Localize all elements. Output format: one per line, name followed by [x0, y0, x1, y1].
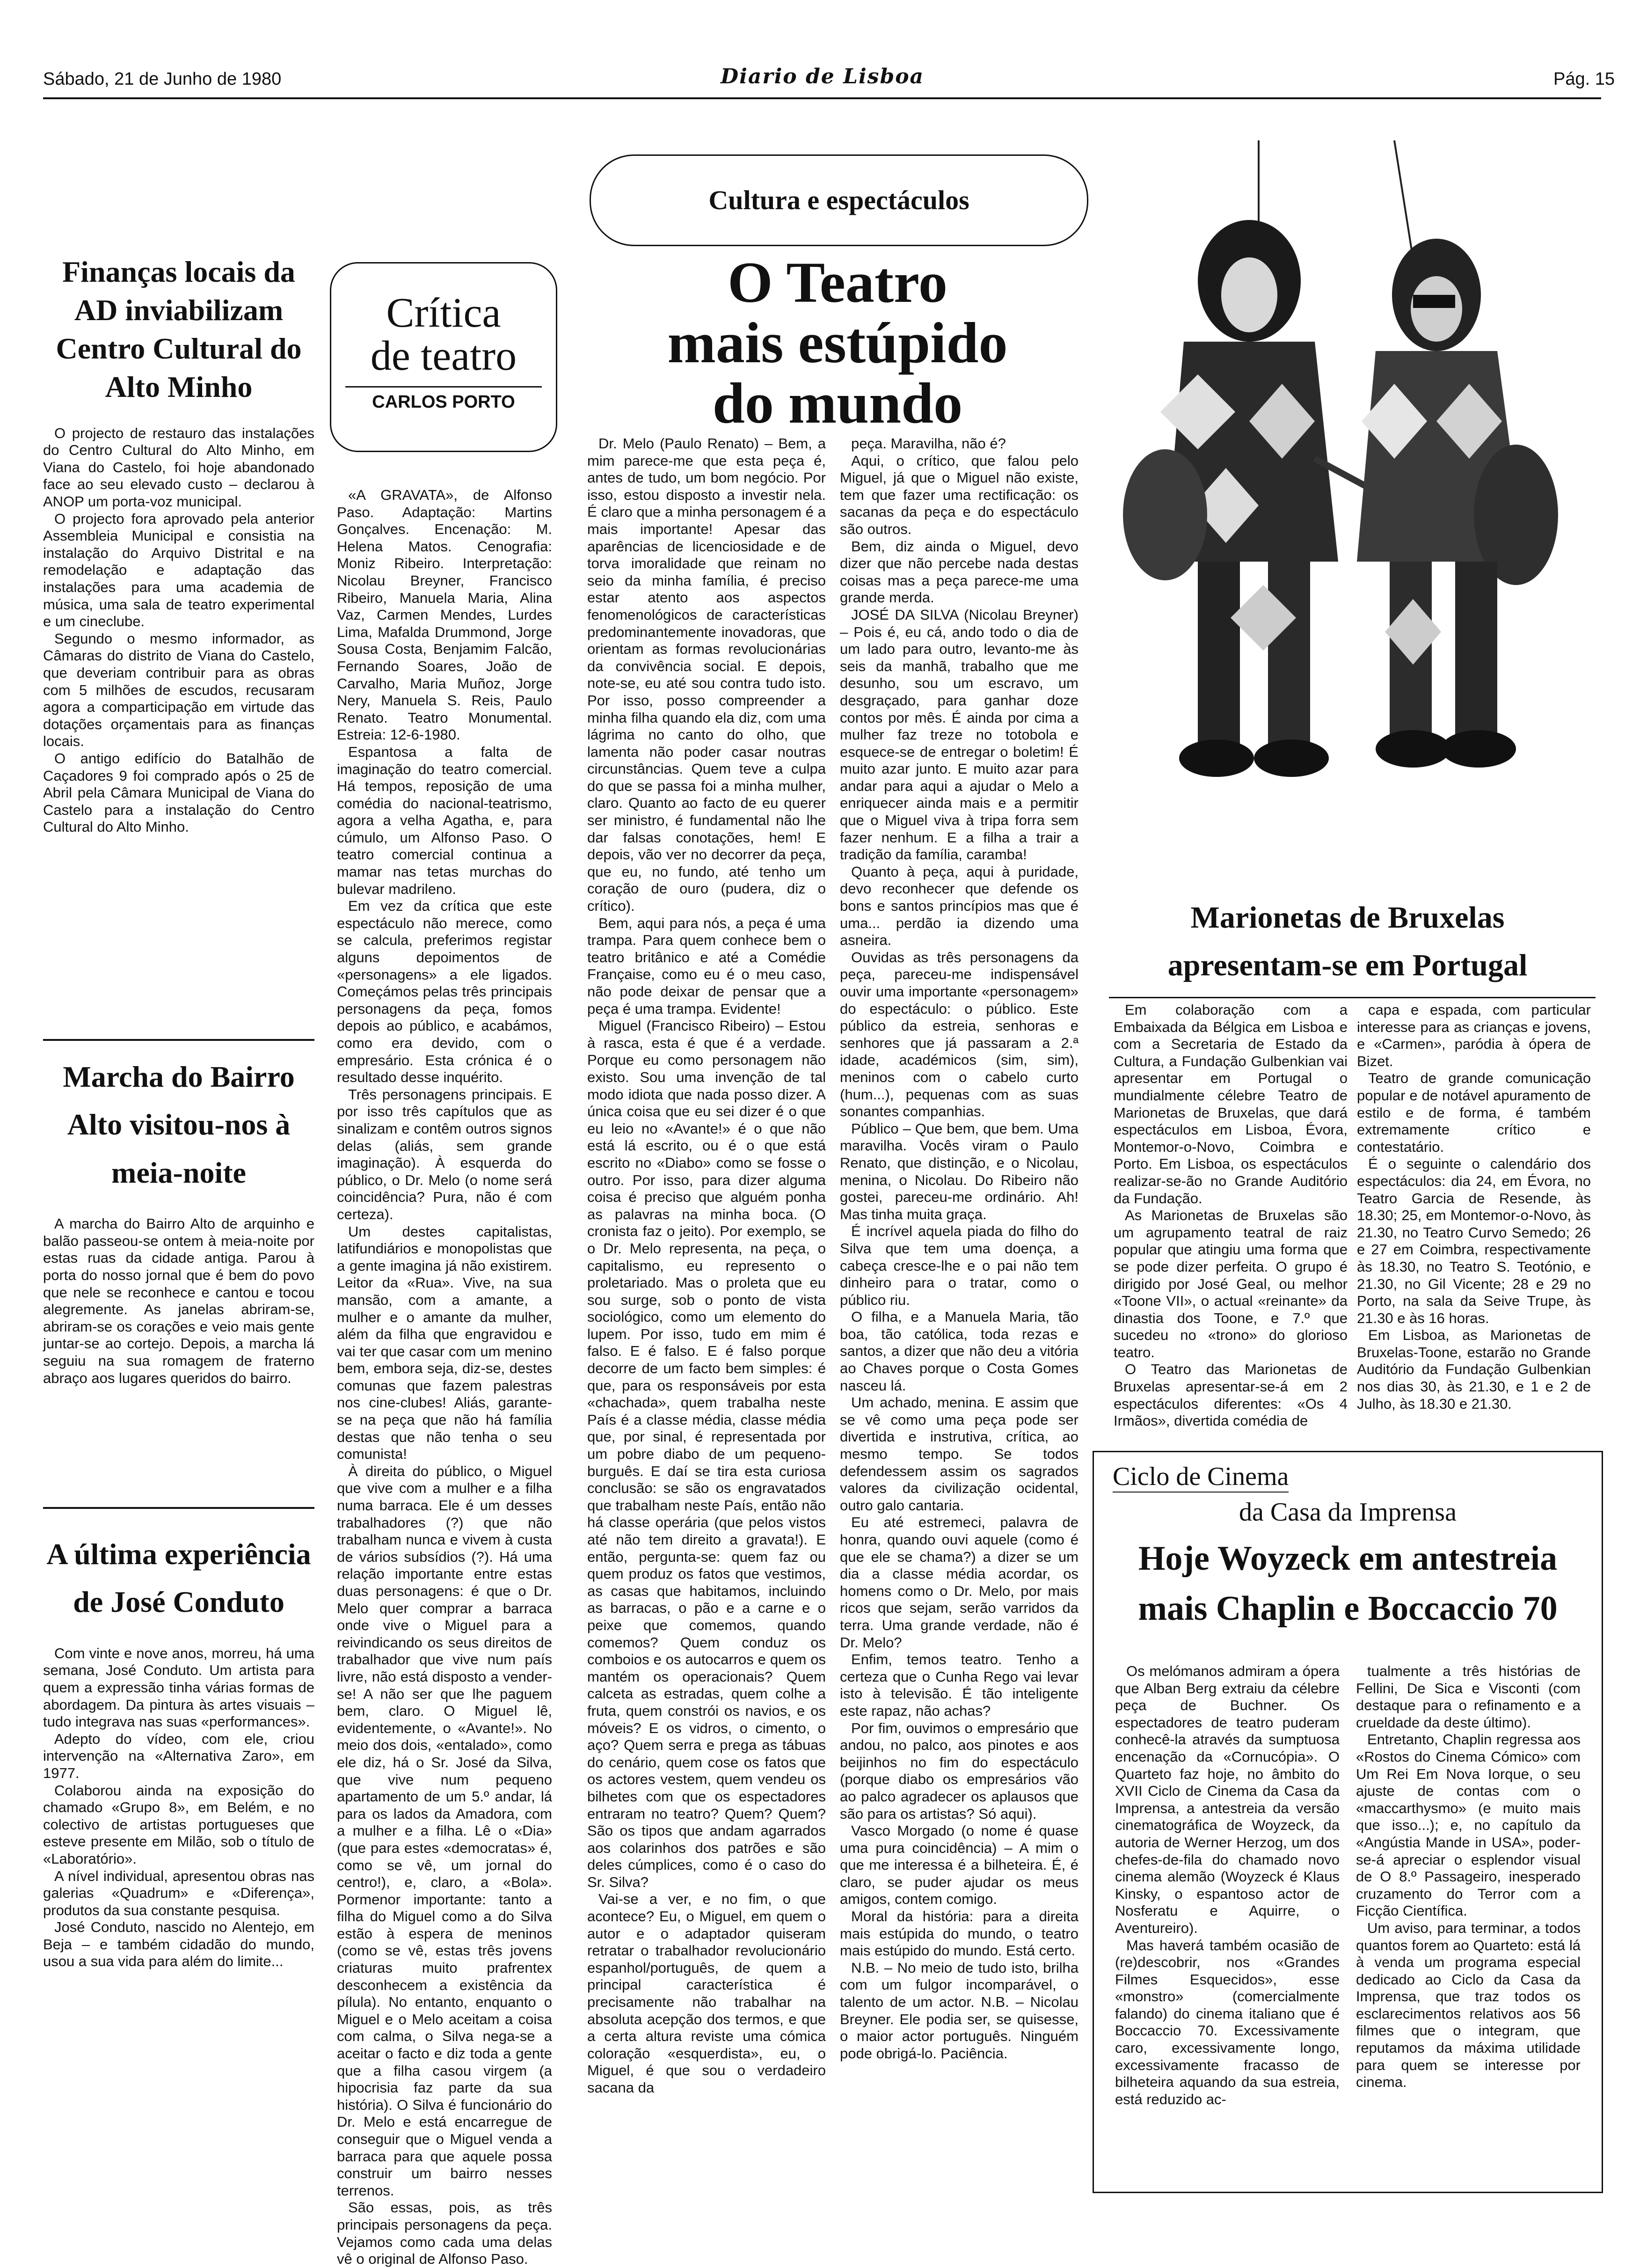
- critica-badge: [330, 262, 557, 452]
- main-headline: [571, 250, 1104, 435]
- headline-line: mais Chaplin e Boccaccio 70: [1138, 1589, 1558, 1628]
- paragraph: Colaborou ainda na exposição do chamado «Grupo 8», em Belém, e no colectivo de artistas portugueses que esteve presente em Milão, sob o título de «Laboratório».: [43, 1782, 314, 1867]
- divider: [43, 1039, 314, 1041]
- paragraph: Ouvidas as três personagens da peça, pareceu-me indispensável ouvir uma importante «personagem» do espectáculo: o público. Este público da estreia, senhoras e senhores que já passaram a 2.ª idade, académicos (sim, sim), meninos com o cabelo curto (hum...), pequenas com as suas sonantes companhias.: [840, 949, 1079, 1120]
- page-number: Pág. 15: [1553, 69, 1615, 89]
- paragraph: Um aviso, para terminar, a todos quantos forem ao Quarteto: está lá à venda um programa especial dedicado ao Ciclo da Casa da Imprensa, que traz todos os esclarecimentos relativos aos 56 filmes que o integram, que reputamos da máxima utilidade para quem se interesse por cinema.: [1356, 1919, 1581, 2091]
- paragraph: Dr. Melo (Paulo Renato) – Bem, a mim parece-me que esta peça é, antes de tudo, um bom negócio. Por isso, estou disposto a investir nela. É claro que a minha personagem é a mais importante! Apesar das aparências de licenciosidade e de torva imoralidade que reinam no seio da minha família, é preciso estar atento aos aspectos fenomenológicos de características predominantemente inovadoras, que orientam as formas revolucionárias da convivência social. E depois, note-se, eu até sou contra tudo isto. Por isso, posso compreender a minha filha quando ela diz, com uma lágrima no canto do olho, que lamenta não poder casar noutras circunstâncias. Quem teve a culpa do que se passa foi a minha mulher, claro. Quanto ao facto de eu querer ser ministro, é fundamental não lhe dar falsas conotações, hem! E depois, vão ver no decorrer da peça, que eu, no fundo, até tenho um coração de ouro (pudera, diz o crítico).: [587, 435, 826, 915]
- article-financas: [43, 253, 314, 836]
- paragraph: A marcha do Bairro Alto de arquinho e balão passeou-se ontem à meia-noite por estas ruas da cidade antiga. Parou à porta do nosso jornal que é bem do povo que nele se reconhece e cantou e tocou alegremente. As janelas abriram-se, abriram-se os corações e veio mais gente juntar-se ao cortejo. Depois, a marcha lá seguiu na sua romagem de fraterno abraço aos lugares queridos do bairro.: [43, 1215, 314, 1386]
- section-title: Cultura e espectáculos: [708, 185, 969, 215]
- paragraph: JOSÉ DA SILVA (Nicolau Breyner) – Pois é, eu cá, ando todo o dia de um lado para outro, levanto-me às seis da manhã, trabalho que me desunho, sou um escravo, um desgraçado, para ganhar doze contos por mês. É ainda por cima a mulher faz treze no totobola e esquece-se de entregar o boletim! É muito azar junto. E muito azar para andar para aqui a ajudar o Melo a enriquecer ainda mais e a permitir que o Miguel viva à tripa forra sem fazer nenhum. E a filha a trair a tradição da família, caramba!: [840, 606, 1079, 863]
- marionetas-col-b: [1357, 1002, 1591, 1412]
- issue-date: Sábado, 21 de Junho de 1980: [43, 69, 282, 89]
- paragraph: Em vez da crítica que este espectáculo não merece, como se calcula, preferimos registar alguns depoimentos de «personagens» a ele ligados. Começámos pelas três principais personagens da peça, fomos depois ao público, e acabámos, como era devido, com o empresário. Esta crónica é o resultado desse inquérito.: [337, 898, 552, 1086]
- cinema-col-b: [1356, 1663, 1581, 2091]
- paragraph: O antigo edifício do Batalhão de Caçadores 9 foi comprado após o 25 de Abril pela Câmara Municipal de Viana do Castelo para a instalação do Centro Cultural do Alto Minho.: [43, 750, 314, 835]
- section-banner: [590, 154, 1088, 246]
- paragraph: Teatro de grande comunicação popular e de notável apuramento de estilo e de forma, é também extremamente crítico e contestatário.: [1357, 1070, 1591, 1155]
- paragraph: Vai-se a ver, e no fim, o que acontece? Eu, o Miguel, em quem o autor e o adaptador quiseram retratar o trabalhador revolucionário espanhol/português, de quem a principal característica é precisamente não trabalhar na absoluta acepção dos termos, e que a certa altura reviste uma cómica coloração «esquerdista», eu, o Miguel, é que sou o verdadeiro sacana da: [587, 1891, 826, 2096]
- paragraph: É incrível aquela piada do filho do Silva que tem uma doença, a cabeça cresce-lhe e o pai não tem dinheiro para o tratar, como o público riu.: [840, 1223, 1079, 1308]
- paragraph: São essas, pois, as três principais personagens da peça. Vejamos como cada uma delas vê o original de Alfonso Paso.: [337, 2199, 552, 2268]
- paragraph: N.B. – No meio de tudo isto, brilha com um fulgor incomparável, o talento de um actor. N.B. – Nicolau Breyner. Ele podia ser, se quisesse, o maior actor português. Ninguém pode obrigá-lo. Paciência.: [840, 1959, 1079, 2062]
- paragraph: Espantosa a falta de imaginação do teatro comercial. Há tempos, reposição de uma comédia do nacional-teatrismo, agora a velha Agatha, e, para cúmulo, um Alfonso Paso. O teatro comercial continua a mamar nas tetas murchas do bulevar madrileno.: [337, 743, 552, 897]
- paragraph: Eu até estremeci, palavra de honra, quando ouvi aquele (como é que ele se chama?) a dizer se um dia a classe média acordar, os homens como o Dr. Melo, por mais ricos que sejam, serão varridos da terra. Uma grande verdade, não é Dr. Melo?: [840, 1514, 1079, 1651]
- paragraph: Segundo o mesmo informador, as Câmaras do distrito de Viana do Castelo, que deveriam contribuir para as obras com 5 milhões de escudos, recusaram agora a comparticipação em virtude das dotações orçamentais para as finanças locais.: [43, 630, 314, 750]
- paragraph: Em Lisboa, as Marionetas de Bruxelas-Toone, estarão no Grande Auditório da Fundação Gulbenkian nos dias 30, às 21.30, e 1 e 2 de Julho, às 18.30 e 21.30.: [1357, 1327, 1591, 1412]
- paragraph: Vasco Morgado (o nome é quase uma pura coincidência) – A mim o que me interessa é a bilheteira. É, é claro, se puder ajudar os meus amigos, contem comigo.: [840, 1822, 1079, 1908]
- paragraph: Entretanto, Chaplin regressa aos «Rostos do Cinema Cómico» com Um Rei Em Nova Iorque, o seu ajuste de contas com o «maccarthysmo» (e muito mais que isso...); e, no capítulo da «Angústia Mande in USA», poder-se-á apreciar o esplendor visual de O 8.º Passageiro, inesperado cruzamento do Terror com a Ficção Científica.: [1356, 1731, 1581, 1919]
- critica-label: Crítica: [386, 290, 501, 336]
- paragraph: Em colaboração com a Embaixada da Bélgica em Lisboa e com a Secretaria de Estado da Cultura, a Fundação Gulbenkian vai apresentar em Portugal o mundialmente célebre Teatro de Marionetas de Bruxelas, que dará espectáculos em Lisboa, Évora, Montemor-o-Novo, Coimbra e Porto. Em Lisboa, os espectáculos realizar-se-ão no Grande Auditório da Fundação.: [1114, 1002, 1348, 1207]
- paragraph: À direita do público, o Miguel que vive com a mulher e a filha numa barraca. Ele é um desses trabalhadores (?) que não trabalham nunca e vivem à custa de vários subsídios (?). Há uma relação importante entre estas duas personagens: é que o Dr. Melo quer comprar a barraca onde vive o Miguel para a reivindicando os seus direitos de trabalhador que vive num país livre, não está disposto a vender-se! A não ser que lhe paguem bem, claro. O Miguel lê, evidentemente, o «Avante!». No meio dos dois, «entalado», como ele diz, há o Sr. José da Silva, que vive num pequeno apartamento de um 5.º andar, lá para os lados da Amadora, com a mulher e a filha. Lê o «Dia» (que para estes «democratas» é, como se vê, um jornal do centro!), e, claro, a «Bola». Pormenor importante: tanto a filha do Miguel como a do Silva estão à espera de meninos (como se vê, estas três jovens criaturas muito prafrentex desconhecem a existência da pílula). No entanto, enquanto o Miguel e o Melo aceitam a coisa com calma, o Silva nega-se a aceitar o facto e diz toda a gente que a filha casou virgem (a hipocrisia faz parte da sua história). O Silva é funcionário do Dr. Melo e está encarregue de conseguir que o Miguel venda a barraca para que aquele possa construir um bairro nesses terrenos.: [337, 1463, 552, 2199]
- column-4: [840, 435, 1079, 2062]
- cinema-kicker: Ciclo de Cinema: [1113, 1462, 1289, 1492]
- paragraph: O projecto fora aprovado pela anterior Assembleia Municipal e consistia na instalação do Arquivo Distrital e na remodelação e adaptação das instalações para uma academia de música, uma sala de teatro experimental e um cineclube.: [43, 510, 314, 630]
- paragraph: A nível individual, apresentou obras nas galerias «Quadrum» e «Diferença», produtos da sua constante pesquisa.: [43, 1867, 314, 1918]
- critica-author: CARLOS PORTO: [372, 392, 515, 412]
- marionettes-photo: [1095, 140, 1600, 889]
- paragraph: tualmente a três histórias de Fellini, De Sica e Visconti (com destaque para o refinamento e a crueldade da deste último).: [1356, 1663, 1581, 1731]
- paragraph: «A GRAVATA», de Alfonso Paso. Adaptação: Martins Gonçalves. Encenação: M. Helena Matos. Cenografia: Moniz Ribeiro. Interpretação: Nicolau Breyner, Francisco Ribeiro, Manuela Maria, Alina Vaz, Carmen Mendes, Lurdes Lima, Mafalda Drummond, Jorge Sousa Costa, Benjamim Falcão, Fernando Soares, João de Carvalho, Maria Muñoz, Jorge Nery, Manuela S. Reis, Paulo Renato. Teatro Monumental. Estreia: 12-6-1980.: [337, 487, 552, 743]
- paragraph: É o seguinte o calendário dos espectáculos: dia 24, em Évora, no Teatro Garcia de Resende, às 18.30; 25, em Montemor-o-Novo, às 21.30, no Teatro Curvo Semedo; 26 e 27 em Coimbra, respectivamente às 18.30, no Teatro S. Teotónio, e 21.30, no Gil Vicente; 28 e 29 no Porto, na sala da Seive Trupe, às 21.30 e às 16 horas.: [1357, 1156, 1591, 1326]
- headline: Finanças locais da AD inviabilizam Centro Cultural do Alto Minho: [56, 255, 302, 403]
- article-marcha: [43, 1053, 314, 1387]
- divider: [43, 1507, 314, 1509]
- paragraph: Com vinte e nove anos, morreu, há uma semana, José Conduto. Um artista para quem a expressão tinha várias formas de abordagem. Da pintura às artes visuais – tudo integrava nas suas «performances».: [43, 1645, 314, 1730]
- divider: [1109, 997, 1596, 998]
- paragraph: Aqui, o crítico, que falou pelo Miguel, já que o Miguel não existe, tem que fazer uma rectificação: os sacanas da peça e do espectáculo são outros.: [840, 452, 1079, 537]
- cinema-col-a: [1115, 1663, 1340, 2108]
- paragraph: Quanto à peça, aqui à puridade, devo reconhecer que defende os bons e santos princípios mas que é uma... perdão ia dizendo uma asneira.: [840, 863, 1079, 949]
- marionetas-headline: [1095, 894, 1600, 990]
- article-body: [43, 1215, 314, 1387]
- paragraph: Adepto do vídeo, com ele, criou intervenção na «Alternativa Zaro», em 1977.: [43, 1730, 314, 1781]
- paragraph: Público – Que bem, que bem. Uma maravilha. Vocês viram o Paulo Renato, que distinção, e o Nicolau, menina, o Nicolau. Do Ribeiro não gostei, pareceu-me ordinário. Ah! Mas tinha muita graça.: [840, 1120, 1079, 1222]
- paragraph: Mas haverá também ocasião de (re)descobrir, nos «Grandes Filmes Esquecidos», esse «monstro» (comercialmente falando) do cinema italiano que é Boccaccio 70. Excessivamente caro, excessivamente longo, excessivamente fracasso de bilheteira aquando da sua estreia, está reduzido ac-: [1115, 1937, 1340, 2107]
- marionettes-image: [1095, 140, 1600, 889]
- article-conduto: [43, 1530, 314, 1970]
- paragraph: Bem, aqui para nós, a peça é uma trampa. Para quem conhece bem o teatro britânico e até a Comédie Française, como eu é o meu caso, não pode deixar de pensar que a peça é uma trampa. Evidente!: [587, 915, 826, 1017]
- paragraph: Três personagens principais. E por isso três capítulos que as sinalizam e contêm outros signos delas (aliás, sem grande imaginação). À esquerda do público, o Dr. Melo (o nome será coincidência? Pura, não é com certeza).: [337, 1086, 552, 1222]
- marionetas-col-a: [1114, 1002, 1348, 1430]
- paragraph: Um achado, menina. E assim que se vê como uma peça pode ser divertida e instrutiva, crítica, ao mesmo tempo. Se todos defendessem assim os sagrados valores da civilização ocidental, outro galo cantaria.: [840, 1394, 1079, 1514]
- cinema-kicker-2: da Casa da Imprensa: [1239, 1498, 1457, 1527]
- paragraph: capa e espada, com particular interesse para as crianças e jovens, e «Carmen», paródia à ópera de Bizet.: [1357, 1002, 1591, 1069]
- article-body: [43, 425, 314, 836]
- column-3: [587, 435, 826, 2097]
- cinema-box: [1093, 1451, 1603, 2193]
- article-body: [43, 1645, 314, 1970]
- paragraph: Enfim, temos teatro. Tenho a certeza que o Cunha Rego vai levar isto à televisão. É tão inteligente este rapaz, não achas?: [840, 1651, 1079, 1719]
- headline-line: do mundo: [712, 371, 963, 435]
- headline-line: Hoje Woyzeck em antestreia: [1138, 1539, 1558, 1578]
- masthead: Diario de Lisboa: [721, 65, 925, 88]
- paragraph: Miguel (Francisco Ribeiro) – Estou à rasca, esta é que é a verdade. Porque eu como personagem não existo. Sou uma invenção de tal modo idiota que nada posso dizer. A única coisa que eu sei dizer é o que eu leio no «Avante!» é o que não está lá escrito, ou é o que está escrito no «Diabo» como se fosse o outro. Por isso, para dizer alguma coisa é preciso que alguém ponha as palavras na minha boca. (O cronista faz o jeito). Por exemplo, se o Dr. Melo representa, na peça, o capitalismo, eu represento o proletariado. Mas o proleta que eu sou surge, sob o ponto de vista sociológico, como um elemento do lupem. Por isso, tudo em mim é falso. E é falso. E é falso porque decorre de um facto bem simples: é que, para os responsáveis por esta «chachada», quem trabalha neste País é a classe média, classe média que, por sinal, é representada por um pobre diabo de um pequeno-burguês. E daí se tira esta curiosa conclusão: se são os engravatados que trabalham neste País, então não há classe operária (que pelos vistos até não tem direito a gravata!). E então, pergunta-se: quem faz ou quem produz os fatos que vestimos, as casas que habitamos, incluindo as barracas, o pão e a carne e o peixe que comemos, quando comemos? Quem conduz os comboios e os autocarros e quem os mantém os operacionais? Quem calceta as estradas, quem colhe a fruta, quem constrói os navios, e os móveis? E os vidros, o cimento, o aço? Quem serra e prega as tábuas do cenário, quem cose os fatos que os actores vestem, quem vendeu os bilhetes com que os espectadores entraram no teatro? Quem? Quem? São os tipos que andam agarrados aos colarinhos dos patrões e são deles cúmplices, como é o caso do Sr. Silva?: [587, 1017, 826, 1890]
- paragraph: Os melómanos admiram a ópera que Alban Berg extraiu da célebre peça de Buchner. Os espectadores de teatro puderam conhecê-la através da sumptuosa encenação da «Cornucópia». O Quarteto faz hoje, no âmbito do XVII Ciclo de Cinema da Casa da Imprensa, a antestreia da versão cinematográfica de Woyzeck, da autoria de Werner Herzog, um dos chefes-de-fila do chamado novo cinema alemão (Woyzeck é Klaus Kinsky, o espantoso actor de Nosferatu e Aquirre, o Aventureiro).: [1115, 1663, 1340, 1936]
- paragraph: José Conduto, nascido no Alentejo, em Beja – e também cidadão do mundo, usou a sua vida para além do limite...: [43, 1919, 314, 1970]
- paragraph: Bem, diz ainda o Miguel, devo dizer que não percebe nada destas coisas mas a peça parece-me uma grande merda.: [840, 538, 1079, 606]
- paragraph: peça. Maravilha, não é?: [851, 435, 1006, 452]
- headline: Marcha do Bairro Alto visitou-nos à meia-noite: [63, 1060, 295, 1189]
- paragraph: As Marionetas de Bruxelas são um agrupamento teatral de raiz popular que atingiu uma forma que se pode dizer perfeita. O grupo é dirigido por José Geal, ou melhor «Toone VII», o actual «reinante» da dinastia dos Toone, e 7.º que sucedeu no «trono» do glorioso teatro.: [1114, 1207, 1348, 1361]
- critica-label-2: de teatro: [370, 333, 517, 379]
- headline: A última experiência de José Conduto: [46, 1537, 311, 1619]
- headline-line: O Teatro: [728, 250, 947, 315]
- paragraph: O Teatro das Marionetas de Bruxelas apresentar-se-á em 2 espectáculos diferentes: «Os 4 Irmãos», divertida comédia de: [1114, 1361, 1348, 1429]
- paragraph: O projecto de restauro das instalações do Centro Cultural do Alto Minho, em Viana do Castelo, foi hoje abandonado face ao seu elevado custo – declarou à ANOP um porta-voz municipal.: [43, 424, 314, 510]
- headline-line: mais estúpido: [667, 310, 1008, 375]
- paragraph: Moral da história: para a direita mais estúpida do mundo, o teatro mais estúpido do mundo. Está certo.: [840, 1908, 1079, 1959]
- paragraph: O filha, e a Manuela Maria, tão boa, tão católica, toda rezas e santos, a dizer que não deu a vitória ao Chaves porque o Costa Gomes nasceu lá.: [840, 1309, 1079, 1394]
- paragraph: Um destes capitalistas, latifundiários e monopolistas que a gente imagina já não existirem. Leitor da «Rua». Vive, na sua mansão, com a amante, a mulher e o amante da mulher, além da filha que engravidou e vai ter que casar com um menino bem, embora seja, diz-se, destes comunas que fazem palestras nos cine-clubes! Aliás, garante-se na peça que não há família destas que não tenha o seu comunista!: [337, 1223, 552, 1463]
- header-rule: [43, 97, 1601, 99]
- column-critica-text: [337, 487, 552, 2268]
- cinema-headline: [1094, 1534, 1602, 1634]
- headline-line: apresentam-se em Portugal: [1167, 948, 1528, 983]
- paragraph: Por fim, ouvimos o empresário que andou, no palco, aos pinotes e aos beijinhos no fim do espectáculo (porque diabo os empresários vão ao palco agradecer os aplausos que são para os artistas? Só aqui).: [840, 1719, 1079, 1822]
- headline-line: Marionetas de Bruxelas: [1190, 900, 1505, 935]
